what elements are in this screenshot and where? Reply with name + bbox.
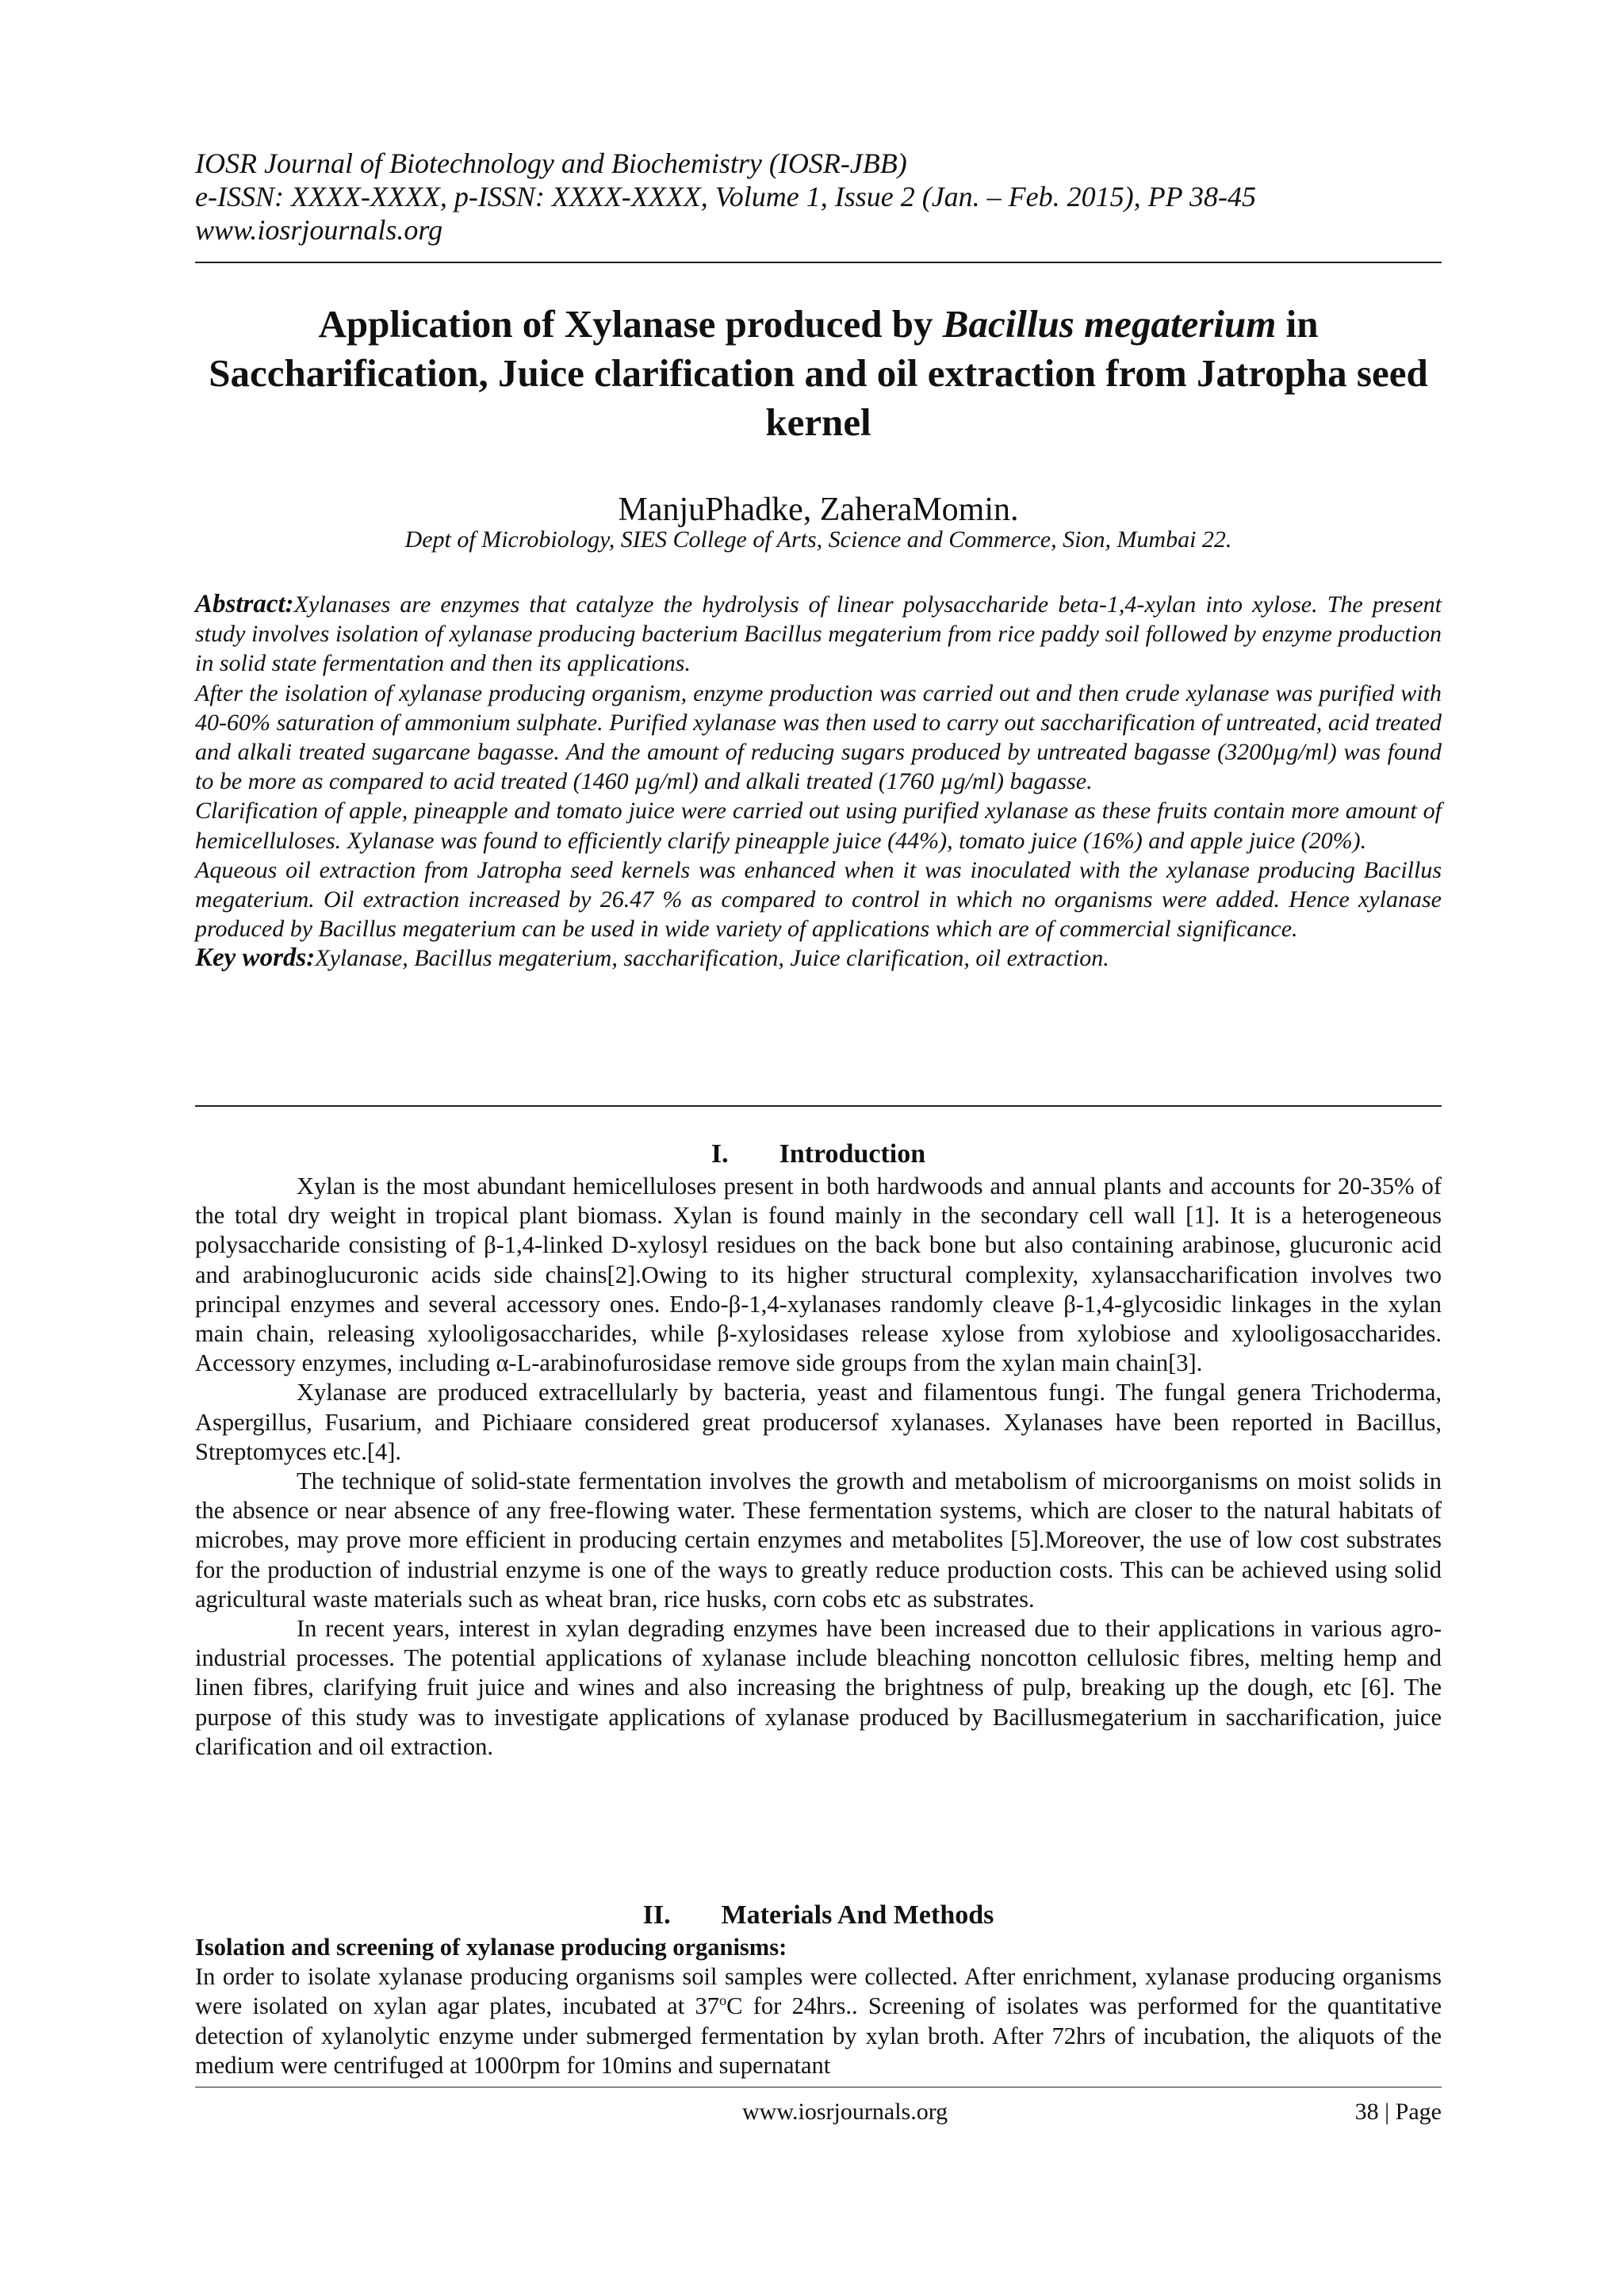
methods-subheading: Isolation and screening of xylanase producing organisms:	[195, 1934, 787, 1961]
introduction-body	[195, 1172, 1442, 1762]
title-text-end: in Saccharification, Juice clarification and oil extraction from Jatropha seed kernel	[209, 302, 1428, 444]
paper-title	[195, 300, 1442, 447]
abstract-paragraph-1	[195, 590, 1442, 679]
section-number: I.	[710, 1139, 729, 1169]
abstract-paragraph-2: After the isolation of xylanase producing organism, enzyme production was carried out and then crude xylanase was purified with 40-60% saturation of ammonium sulphate. Purified xylanase was then used to carry out saccharification of untreated, acid treated and alkali treated sugarcane bagasse. And the amount of reducing sugars produced by untreated bagasse (3200µg/ml) was found to be more as compared to acid treated (1460 µg/ml) and alkali treated (1760 µg/ml) bagasse.	[195, 679, 1442, 795]
intro-paragraph-4: In recent years, interest in xylan degrading enzymes have been increased due to their applications in various agro-industrial processes. The potential applications of xylanase include bleaching noncotton cellulosic fibres, melting hemp and linen fibres, clarifying fruit juice and wines and also increasing the brightness of pulp, breaking up the dough, etc [6]. The purpose of this study was to investigate applications of xylanase produced by Bacillusmegaterium in saccharification, juice clarification and oil extraction.	[195, 1615, 1442, 1760]
header-rule	[195, 262, 1442, 263]
journal-site: www.iosrjournals.org	[195, 214, 443, 246]
abstract	[195, 590, 1442, 974]
section-heading-methods	[195, 1900, 1442, 1931]
intro-paragraph-2: Xylanase are produced extracellularly by bacteria, yeast and filamentous fungi. The fungal genera Trichoderma, Aspergillus, Fusarium, and Pichiaare considered great producersof xylanases. Xylanases have been reported in Bacillus, Streptomyces etc.[4].	[195, 1379, 1442, 1465]
intro-paragraph-3: The technique of solid-state fermentation involves the growth and metabolism of microorganisms on moist solids in the absence or near absence of any free-flowing water. These fermentation systems, which are closer to the natural habitats of microbes, may prove more efficient in producing certain enzymes and metabolites [5].Moreover, the use of low cost substrates for the production of industrial enzyme is one of the ways to greatly reduce production costs. This can be achieved using solid agricultural waste materials such as wheat bran, rice husks, corn cobs etc as substrates.	[195, 1468, 1442, 1613]
section-number: II.	[642, 1900, 671, 1930]
section-title: Introduction	[779, 1139, 926, 1169]
journal-issn: e-ISSN: XXXX-XXXX, p-ISSN: XXXX-XXXX, Volume 1, Issue 2 (Jan. – Feb. 2015), PP 38-45	[195, 181, 1256, 212]
affiliation: Dept of Microbiology, SIES College of Arts, Science and Commerce, Sion, Mumbai 22.	[404, 526, 1232, 553]
abstract-text-1: Xylanases are enzymes that catalyze the hydrolysis of linear polysaccharide beta-1,4-xylan into xylose. The present study involves isolation of xylanase producing bacterium Bacillus megaterium from rice paddy soil followed by enzyme production in solid state fermentation and then its applications.	[195, 591, 1442, 677]
methods-text-b: C for 24hrs.. Screening of isolates was performed for the quantitative detection of xylanolytic enzyme under submerged fermentation by xylan broth. After 72hrs of incubation, the aliquots of the medium were centrifuged at 1000rpm for 10mins and supernatant	[195, 1992, 1442, 2079]
keywords	[195, 943, 1442, 973]
methods-text-a: In order to isolate xylanase producing organisms soil samples were collected. After enrichment, xylanase producing organisms were isolated on xylan agar plates, incubated at 37	[195, 1963, 1442, 2020]
footer-url: www.iosrjournals.org	[742, 2099, 948, 2125]
keywords-rule	[195, 1105, 1442, 1107]
abstract-paragraph-3: Clarification of apple, pineapple and tomato juice were carried out using purified xylanase as these fruits contain more amount of hemicelluloses. Xylanase was found to efficiently clarify pineapple juice (44%), tomato juice (16%) and apple juice (20%).	[195, 798, 1442, 854]
abstract-label: Abstract:	[195, 590, 294, 618]
degree-superscript: o	[718, 1992, 727, 2009]
title-text-start: Application of Xylanase produced by	[318, 302, 943, 346]
intro-paragraph-1: Xylan is the most abundant hemicelluloses present in both hardwoods and annual plants and accounts for 20-35% of the total dry weight in tropical plant biomass. Xylan is found mainly in the secondary cell wall [1]. It is a heterogeneous polysaccharide consisting of β-1,4-linked D-xylosyl residues on the back bone but also containing arabinose, glucuronic acid and arabinoglucuronic acids side chains[2].Owing to its higher structural complexity, xylansaccharification involves two principal enzymes and several accessory ones. Endo-β-1,4-xylanases randomly cleave β-1,4-glycosidic linkages in the xylan main chain, releasing xylooligosaccharides, while β-xylosidases release xylose from xylobiose and xylooligosaccharides. Accessory enzymes, including α-L-arabinofurosidase remove side groups from the xylan main chain[3].	[195, 1173, 1442, 1377]
authors: ManjuPhadke, ZaheraMomin.	[618, 492, 1019, 528]
keywords-text: Xylanase, Bacillus megaterium, saccharification, Juice clarification, oil extraction.	[315, 945, 1109, 972]
keywords-label: Key words:	[195, 943, 316, 973]
abstract-paragraph-4: Aqueous oil extraction from Jatropha seed kernels was enhanced when it was inoculated with the xylanase producing Bacillus megaterium. Oil extraction increased by 26.47 % as compared to control in which no organisms were added. Hence xylanase produced by Bacillus megaterium can be used in wide variety of applications which are of commercial significance.	[195, 856, 1442, 943]
footer-page-number: 38 | Page	[1354, 2099, 1442, 2125]
section-heading-introduction	[195, 1138, 1442, 1170]
title-species: Bacillus megaterium	[942, 302, 1277, 346]
methods-paragraph-1	[195, 1962, 1442, 2080]
journal-header	[195, 147, 1442, 247]
journal-name: IOSR Journal of Biotechnology and Biochemistry (IOSR-JBB)	[195, 147, 907, 179]
methods-body	[195, 1933, 1442, 2080]
section-title: Materials And Methods	[721, 1900, 994, 1930]
